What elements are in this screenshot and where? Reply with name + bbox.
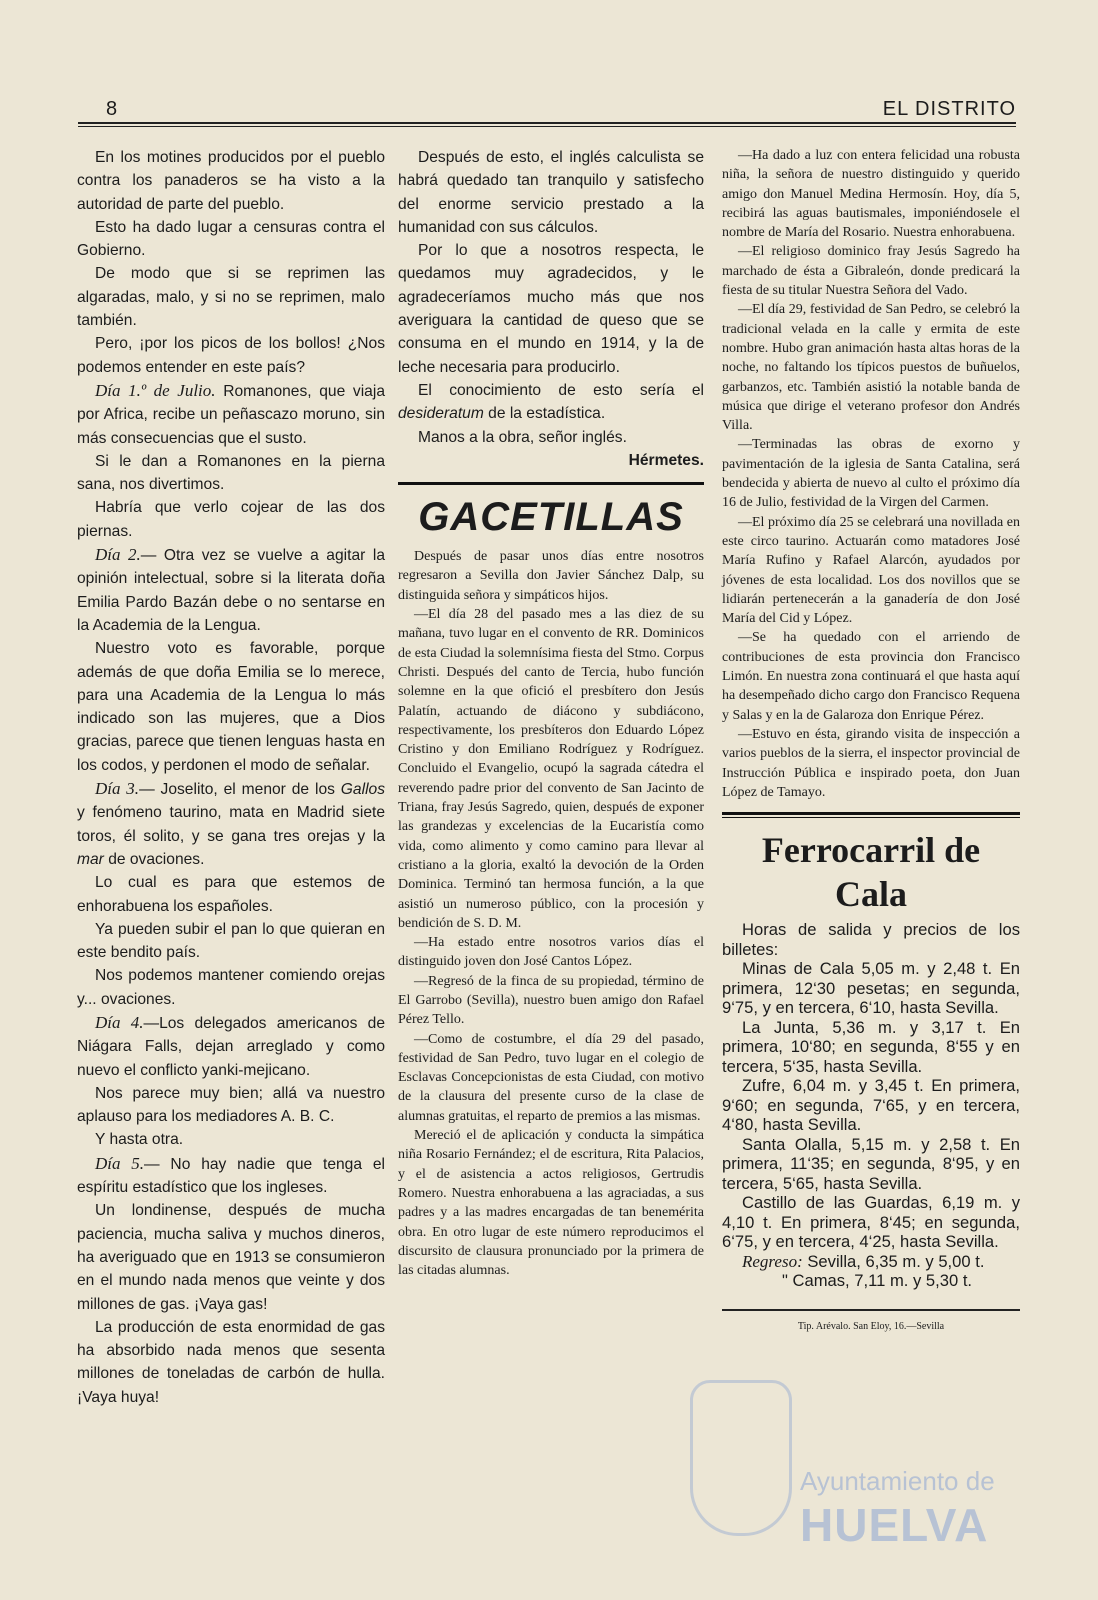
text: de la estadística. xyxy=(483,405,606,423)
section-rule xyxy=(398,482,704,485)
entry-text: — Otra vez se vuelve a agitar la opinión intelectual, sobre si la literata doña Emilia Pardo Bazán debe o no sentarse en la Academia de la Lengua. xyxy=(77,547,385,634)
news-item: —Terminadas las obras de exorno y pavimentación de la iglesia de Santa Catalina, será bendecida y abierta de nuevo al culto el próximo día 16 de Julio, festividad de la Virgen del Carmen. xyxy=(722,437,1020,511)
paragraph: En los motines producidos por el pueblo contra los panaderos se ha visto a la autoridad de parte del pueblo. xyxy=(77,149,385,213)
paragraph: Nuestro voto es favorable, porque además de que doña Emilia se lo merece, para una Academia de la Lengua lo más indicado son las mujeres, que a Dios gracias, parece que tienen lenguas hasta en los codos, y perdonen el modo de señalar. xyxy=(77,640,385,774)
news-item: —Ha estado entre nosotros varios días el distinguido joven don José Cantos López. xyxy=(398,935,704,970)
timetable-return xyxy=(722,1252,1020,1272)
watermark-line2: HUELVA xyxy=(800,1499,989,1551)
archive-shield-watermark xyxy=(690,1380,792,1536)
entry-text: — No hay nadie que tenga el espíritu estadístico que los ingleses. xyxy=(77,1155,385,1197)
watermark-line1: Ayuntamiento de xyxy=(800,1466,995,1496)
return-text: Camas, 7,11 m. y 5,30 t. xyxy=(787,1271,973,1291)
page-number: 8 xyxy=(106,98,118,120)
printer-imprint: Tip. Arévalo. San Eloy, 16.—Sevilla xyxy=(797,1320,945,1332)
diary-entry xyxy=(77,543,385,637)
article-continuation xyxy=(398,146,704,472)
author-signature: Hérmetes. xyxy=(628,451,704,469)
news-item: —Como de costumbre, el día 29 del pasado, festividad de San Pedro, tuvo lugar en el colegio de Esclavas Concepcionistas de esta Ciudad, con motivo de la clausura del presente curso de la clase de alumnas gratuitas, el reparto de premios a las mismas. xyxy=(398,1031,704,1124)
diary-entry xyxy=(77,1152,385,1200)
timetable-return xyxy=(722,1271,1020,1291)
entry-date: Día 1.º de Julio. xyxy=(95,380,216,400)
entry-text: — Joselito, el menor de los xyxy=(139,781,341,799)
text: El conocimiento de esto sería el xyxy=(418,381,704,399)
ditto-mark: " xyxy=(782,1271,788,1291)
column-3 xyxy=(722,146,1020,1332)
gacetillas-list xyxy=(398,547,704,1280)
entry-text: y fenómeno taurino, mata en Madrid siete toros, él solito, y se gana tres orejas y la xyxy=(77,804,385,845)
paragraph: Un londinense, después de mucha paciencia, mucha saliva y muchos dineros, ha averiguado que en 1913 se consumieron en el mundo nada menos que veinte y dos millones de gas. ¡Vaya gas! xyxy=(77,1202,385,1313)
news-item: —Regresó de la finca de su propiedad, término de El Garrobo (Sevilla), nuestro buen amigo don Rafael Pérez Tello. xyxy=(398,973,704,1028)
section-rule-thin xyxy=(722,817,1020,818)
news-item: —El día 29, festividad de San Pedro, se celebró la tradicional velada en la calle y ermita de este nombre. Hubo gran animación hasta altas horas de la noche, no faltando los típicos puestos de buñuelos, garbanzos, etc. También asistió la notable banda de música que dirige el veterano profesor don Andrés Villa. xyxy=(722,302,1020,434)
gacetillas-continued xyxy=(722,146,1020,802)
section-rule xyxy=(722,812,1020,815)
paragraph: Y hasta otra. xyxy=(95,1131,184,1149)
ferrocarril-heading: Ferrocarril de Cala xyxy=(761,830,981,915)
paragraph: Nos parece muy bien; allá va nuestro aplauso para los mediadores A. B. C. xyxy=(77,1084,385,1126)
entry-italic: Gallos xyxy=(340,781,385,799)
diary-entry xyxy=(77,1011,385,1082)
timetable-line: La Junta, 5,36 m. y 3,17 t. En primera, 10‘80; en segunda, 8‘55 y en tercera, 5‘35, hasta Sevilla. xyxy=(722,1017,1020,1076)
entry-text: Romanones, que viaja por Africa, recibe un peñascazo moruno, sin más consecuencias que el susto. xyxy=(77,382,385,447)
entry-date: Día 2. xyxy=(95,545,141,565)
timetable-line: Zufre, 6,04 m. y 3,45 t. En primera, 9‘60; en segunda, 7‘65, y en tercera, 4‘80, hasta Sevilla. xyxy=(722,1076,1020,1135)
newspaper-title: EL DISTRITO xyxy=(882,98,1016,120)
train-timetable xyxy=(722,920,1020,1291)
news-item: Mereció el de aplicación y conducta la simpática niña Rosario Fernández; el de escritura, Rita Palacios, y el de asistencia a actos religiosos, Gertrudis Romero. Nuestra enhorabuena a las agraciadas, a sus padres y a las madres encargadas de tan benemérita obra. En otro lugar de este número reproducimos el discursito de clausura pronunciado por la primera de las citadas alumnas. xyxy=(398,1128,704,1279)
return-text: Sevilla, 6,35 m. y 5,00 t. xyxy=(802,1251,985,1271)
paragraph: La producción de esta enormidad de gas ha absorbido nada menos que sesenta millones de toneladas de carbón de hulla. ¡Vaya huya! xyxy=(77,1318,385,1406)
paragraph: Manos a la obra, señor inglés. xyxy=(418,428,627,446)
gacetillas-heading: GACETILLAS xyxy=(418,495,684,540)
news-item: —El día 28 del pasado mes a las diez de su mañana, tuvo lugar en el convento de RR. Dominicos de esta Ciudad la solemnísima fiesta del Stmo. Corpus Christi. Después del canto de Tercia, hubo función solemne en la que ofició el presbítero don Jesús Palatín, actuando de diácono y subdiácono, respectivamente, los presbíteros don Eduardo López Cristino y don Emiliano Rodríguez y Rodríguez. Concluido el Evangelio, ocupó la sagrada cátedra el reverendo padre prior del convento de San Jacinto de Triana, fray Jesús Sagredo, quien, después de exponer las grandezas y excelencias de la Eucaristía como vida, como alimento y como camino para llevar al cristiano a la gloria, exaltó la devoción de la Orden Dominica. Terminó tan hermosa función, a la que asistió un numeroso público, con la procesión y bendición de S. D. M. xyxy=(398,607,704,931)
paragraph: Después de esto, el inglés calculista se habrá quedado tan tranquilo y satisfecho del enorme servicio prestado a la humanidad con sus cálculos. xyxy=(398,149,704,236)
news-item: —Ha dado a luz con entera felicidad una robusta niña, la señora de nuestro distinguido y querido amigo don Manuel Medina Hermosín. Hoy, día 5, recibirá las aguas bautismales, imponiéndosele el nombre de María del Rosario. Nuestra enhorabuena. xyxy=(722,148,1020,241)
news-item: Después de pasar unos días entre nosotros regresaron a Sevilla don Javier Sánchez Dalp, su distinguida señora y simpáticos hijos. xyxy=(398,549,704,603)
paragraph: De modo que si se reprimen las algaradas, malo, y si no se reprimen, malo también. xyxy=(77,265,385,330)
entry-text: de ovaciones. xyxy=(103,850,205,868)
header-rule xyxy=(78,122,1016,124)
timetable-line: Santa Olalla, 5,15 m. y 2,58 t. En primera, 11‘35; en segunda, 8‘95, y en tercera, 5‘65, hasta Sevilla. xyxy=(722,1134,1020,1193)
paragraph: Habría que verlo cojear de las dos piernas. xyxy=(77,499,385,540)
paragraph: Nos podemos mantener comiendo orejas y... ovaciones. xyxy=(77,967,385,1008)
diary-entry xyxy=(77,379,385,450)
column-2 xyxy=(398,146,704,1280)
news-item: —Se ha quedado con el arriendo de contribuciones de esta provincia don Francisco Limón. En nuestra zona continuará el que hasta aquí ha desempeñado dicho cargo don Francisco Requena y Salas y en la de Galaroza don Enrique Pérez. xyxy=(722,630,1020,723)
entry-text: —Los delegados americanos de Niágara Falls, dejan arreglado y como nuevo el conflicto yanki-mejicano. xyxy=(77,1014,386,1079)
entry-date: Día 5. xyxy=(95,1153,144,1173)
timetable-line: Castillo de las Guardas, 6,19 m. y 4,10 t. En primera, 8‘45; en segunda, 6‘75, y en tercera, 4‘25, hasta Sevilla. xyxy=(722,1193,1020,1252)
paragraph: Esto ha dado lugar a censuras contra el Gobierno. xyxy=(77,218,385,260)
paragraph: Lo cual es para que estemos de enhorabuena los españoles. xyxy=(77,874,385,915)
timetable-intro: Horas de salida y precios de los billetes: xyxy=(722,920,1020,959)
column-1 xyxy=(77,146,385,1409)
paragraph: Si le dan a Romanones en la pierna sana, nos divertimos. xyxy=(77,452,385,494)
paragraph: Por lo que a nosotros respecta, le quedamos muy agradecidos, y le agradeceríamos mucho más que nos averiguara la cantidad de queso que se consuma en el mundo en 1914, y la de leche necesaria para producirlo. xyxy=(398,242,704,376)
entry-italic: mar xyxy=(77,850,104,868)
news-item: —Estuvo en ésta, girando visita de inspección a varios pueblos de la sierra, el inspector provincial de Instrucción Pública e inspirado poeta, don Juan López de Tamayo. xyxy=(722,726,1020,800)
news-item: —El próximo día 25 se celebrará una novillada en este circo taurino. Actuarán como matadores José María Rufino y Rafael Alarcón, ayudados por jóvenes de esta localidad. Los dos novillos que se lidiarán pertenecerán a la ganadería de don José María del Cid y López. xyxy=(722,514,1020,627)
text-italic: desideratum xyxy=(398,405,484,423)
timetable-line: Minas de Cala 5,05 m. y 2,48 t. En primera, 12‘30 pesetas; en segunda, 9‘75, y en tercera, 6‘10, hasta Sevilla. xyxy=(722,959,1020,1018)
header-rule-thin xyxy=(78,126,1016,127)
footer-rule xyxy=(722,1309,1020,1311)
paragraph: Pero, ¡por los picos de los bollos! ¿Nos podemos entender en este país? xyxy=(77,335,385,376)
page-header xyxy=(78,96,1016,124)
paragraph: Ya pueden subir el pan lo que quieran en este bendito país. xyxy=(77,920,385,962)
entry-date: Día 3. xyxy=(95,779,140,799)
diary-entry xyxy=(77,777,385,871)
entry-date: Día 4. xyxy=(95,1012,144,1032)
paragraph xyxy=(398,379,704,426)
news-item: —El religioso dominico fray Jesús Sagredo ha marchado de ésta a Gibraleón, donde predicará la fiesta de su titular Nuestra Señora del Vado. xyxy=(722,244,1020,299)
return-label: Regreso: xyxy=(742,1251,803,1271)
